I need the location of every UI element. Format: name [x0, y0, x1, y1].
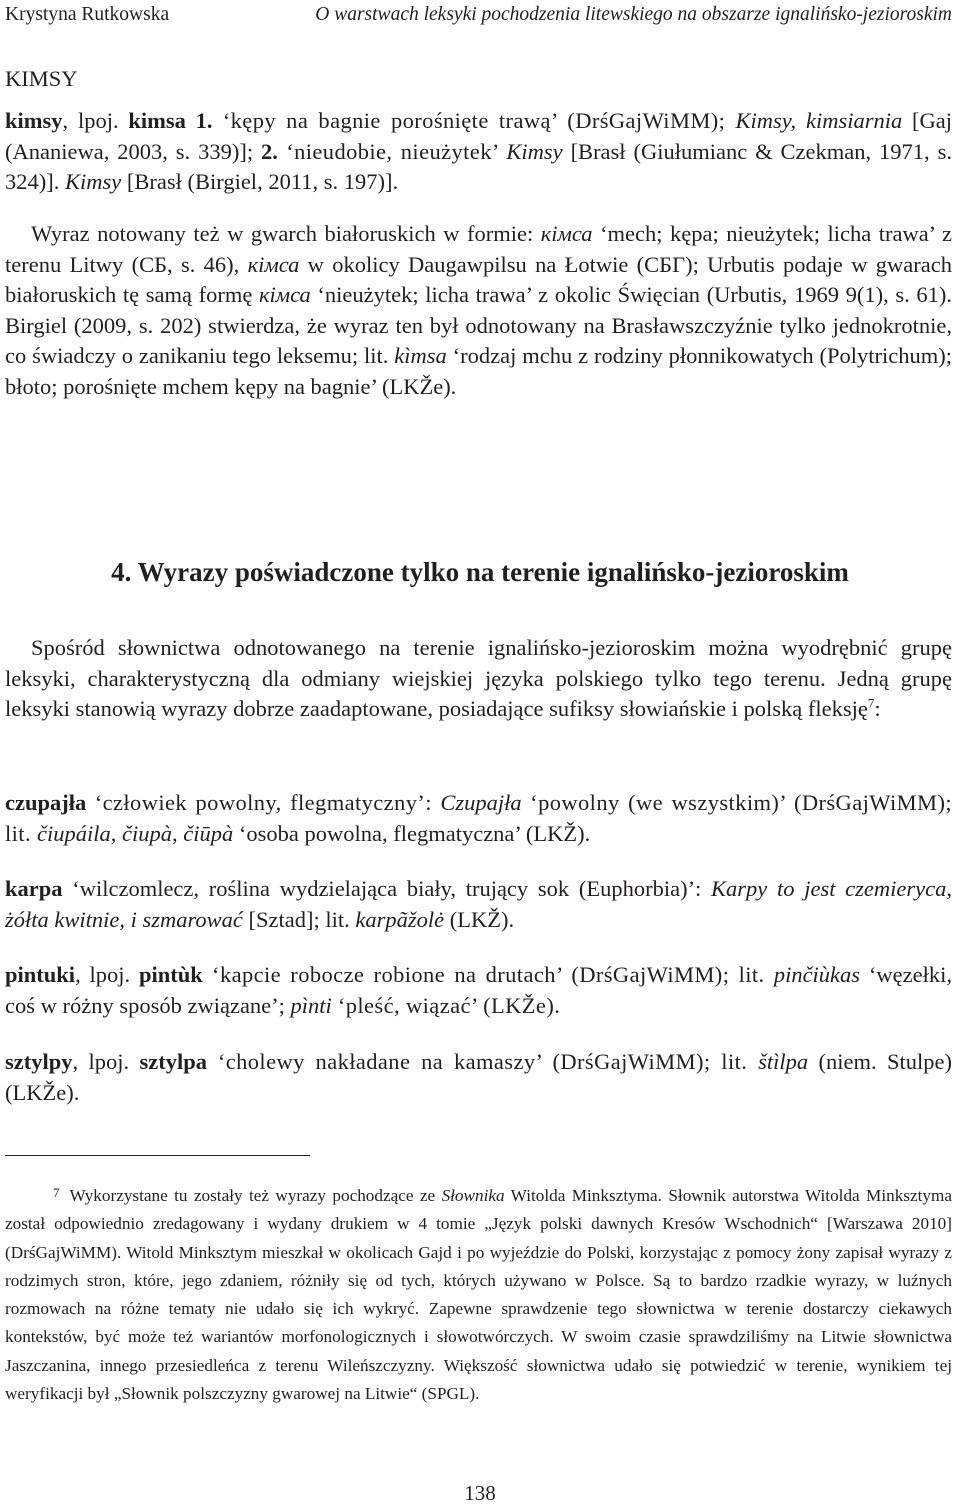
example-italic: Kimsy	[506, 138, 563, 164]
entry-karpa	[5, 874, 952, 935]
text-run: ‘kapcie robocze robione na drutach’ (DrśGajWiMM); lit.	[202, 962, 774, 987]
lithuanian-form: čiūpà	[183, 820, 234, 846]
text-run: [Sztad]; lit.	[242, 906, 356, 932]
lithuanian-form: štìlpa	[758, 1049, 809, 1074]
text-run: , lpoj.	[72, 1049, 140, 1074]
footnote-7	[5, 1179, 952, 1408]
example-italic: Czupajła	[440, 790, 522, 815]
lithuanian-form: pinčiùkas	[773, 962, 861, 987]
italic-title: Słownika	[441, 1186, 505, 1205]
text-run: ‘nieużytek; licha trawa’ z okolic Święcian (Urbutis, 1969 9(1), s. 61). Birgiel (2009, s. 202) stwierdza, że wyraz ten był odnotowany na Brasławszczyźnie tylko jednokrotnie, co świadczy o zanikaniu tego leksemu; lit.	[5, 282, 952, 368]
headword: czupajła	[5, 790, 87, 815]
entry-czupajla	[5, 788, 952, 849]
header-author: Krystyna Rutkowska	[5, 4, 170, 25]
text-run: ,	[110, 820, 123, 846]
headword-singular: sztylpa	[139, 1049, 208, 1074]
entry-pintuki	[5, 960, 952, 1021]
text-run: , lpoj.	[62, 108, 129, 133]
text-run: ‘człowiek powolny, flegmatyczny’:	[86, 790, 441, 815]
headword-sense: kimsa 1.	[128, 108, 213, 133]
text-run: Spośród słownictwa odnotowanego na terenie ignalińsko-jezioroskim można wyodrębnić grupę leksyki, charakterystyczną dla odmiany wiejskiej języka polskiego tylko tego terenu. Jedną grupę leksyki stanowią wyrazy dobrze zaadaptowane, posiadające sufiksy słowiańskie i polską fleksję	[5, 635, 952, 721]
text-run: Witolda Minksztyma. Słownik autorstwa Witolda Minksztyma został odpowiednio zredagowany i wydany drukiem w 4 tomie „Język polski dawnych Kresów Wschodnich“ [Warszawa 2010] (DrśGajWiMM). Witold Minksztym mieszkał w okolicach Gajd i po wyjeździe do Polski, korzystając z pomocy żony zapisał wyrazy z rodzimych stron, które, jego zdaniem, różniły się od tych, których używano w Polsce. Są to bardzo rzadkie wyrazy, w luźnych rozmowach na różne tematy nie udało się ich wykryć. Zapewne sprawdzenie tego słownictwa w terenie dostarczy ciekawych kontekstów, być może też wariantów morfonologicznych i słowotwórczych. W swoim czasie sprawdziliśmy na Litwie słownictwa Jaszczanina, innego przesiedleńca z terenu Wileńszczyzny. Większość słownictwa udało się potwiedzić w terenie, wynikiem tej weryfikacji był „Słownik polszczyzny gwarowej na Litwie“ (SPGL).	[5, 1186, 952, 1404]
text-run: [Brasł (Birgiel, 2011, s. 197)].	[121, 169, 399, 194]
lithuanian-form: kìmsa	[394, 343, 447, 368]
cyrillic-form: кімса	[258, 282, 311, 307]
footnote-reference[interactable]: 7	[867, 695, 875, 711]
example-italic: Kimsy,	[735, 108, 797, 133]
entry-sztylpy	[5, 1047, 952, 1108]
text-run: :	[874, 696, 881, 721]
text-run: ‘węzełki, coś w różny sposób związane’;	[5, 962, 952, 1018]
running-header	[5, 4, 952, 30]
text-run: ‘rodzaj mchu z rodziny płonnikowatych (Polytrichum); błoto; porośnięte mchem kępy na bagnie’ (LKŽe).	[5, 343, 952, 399]
text-run: ‘cholewy nakładane na kamaszy’ (DrśGajWiMM); lit.	[207, 1049, 759, 1074]
lithuanian-form: pìnti	[290, 992, 332, 1018]
sense-number: 2.	[261, 138, 278, 164]
entry-heading-kimsy: KIMSY	[5, 66, 78, 91]
cyrillic-form: кімса	[540, 221, 593, 246]
text-run: Wykorzystane tu zostały też wyrazy pochodzące ze	[69, 1186, 442, 1205]
text-run: ‘mech; kępa; nieużytek; licha trawa’ z terenu Litwy (СБ, s. 46),	[5, 221, 952, 277]
example-italic: Karpy to jest czemieryca, żółta kwitnie, i szmarować	[5, 876, 952, 932]
kimsy-commentary-paragraph	[5, 219, 952, 402]
footnote-separator	[5, 1155, 310, 1156]
text-run: ‘pleść, wiązać’ (LKŽe).	[331, 992, 561, 1018]
headword: karpa	[5, 876, 63, 901]
text-run: (niem. Stulpe) (LKŽe).	[5, 1049, 952, 1105]
section-intro-paragraph	[5, 633, 952, 725]
text-run: ‘nieudobie, nieużytek’	[277, 138, 507, 164]
text-run: ,	[172, 820, 184, 846]
cyrillic-form: кімса	[247, 251, 300, 277]
lithuanian-form: karpãžolė	[355, 906, 445, 932]
headword: sztylpy	[5, 1049, 73, 1074]
text-run: , lpoj.	[75, 962, 139, 987]
headword: pintuki	[5, 962, 76, 987]
headword: kimsy	[5, 108, 63, 133]
text-run: ‘wilczomlecz, roślina wydzielająca biały, trujący sok (Euphorbia)’:	[62, 876, 712, 901]
example-italic: kimsiarnia	[805, 108, 903, 133]
text-run: ‘kępy na bagnie porośnięte trawą’ (DrśGajWiMM);	[212, 108, 736, 133]
lithuanian-form: čiupáila	[37, 820, 111, 846]
entry-kimsy-definition	[5, 106, 952, 198]
text-run: [Brasł (Giułumianc & Czekman, 1971, s. 324)].	[5, 138, 952, 194]
section-heading: 4. Wyrazy poświadczone tylko na terenie ignalińsko-jezioroskim	[111, 557, 849, 587]
text-run: ‘powolny (we wszystkim)’ (DrśGajWiMM); lit.	[5, 790, 952, 846]
example-italic: Kimsy	[65, 169, 122, 194]
text-run: (LKŽ).	[444, 906, 515, 932]
headword-singular: pintùk	[139, 962, 203, 987]
text-run: w okolicy Daugawpilsu na Łotwie (СБГ); Urbutis podaje w gwarach białoruskich tę samą formę	[5, 251, 952, 307]
footnote-mark: 7	[53, 1185, 60, 1200]
text-run: Wyraz notowany też w gwarch białoruskich w formie:	[31, 221, 541, 246]
page-number: 138	[464, 1481, 496, 1505]
text-run: [Gaj (Ananiewa, 2003, s. 339)];	[5, 108, 952, 164]
header-title: O warstwach leksyki pochodzenia litewskiego na obszarze ignalińsko-jezioroskim	[315, 4, 952, 25]
lithuanian-form: čiupà	[122, 820, 173, 846]
text-run: ‘osoba powolna, flegmatyczna’ (LKŽ).	[233, 820, 591, 846]
